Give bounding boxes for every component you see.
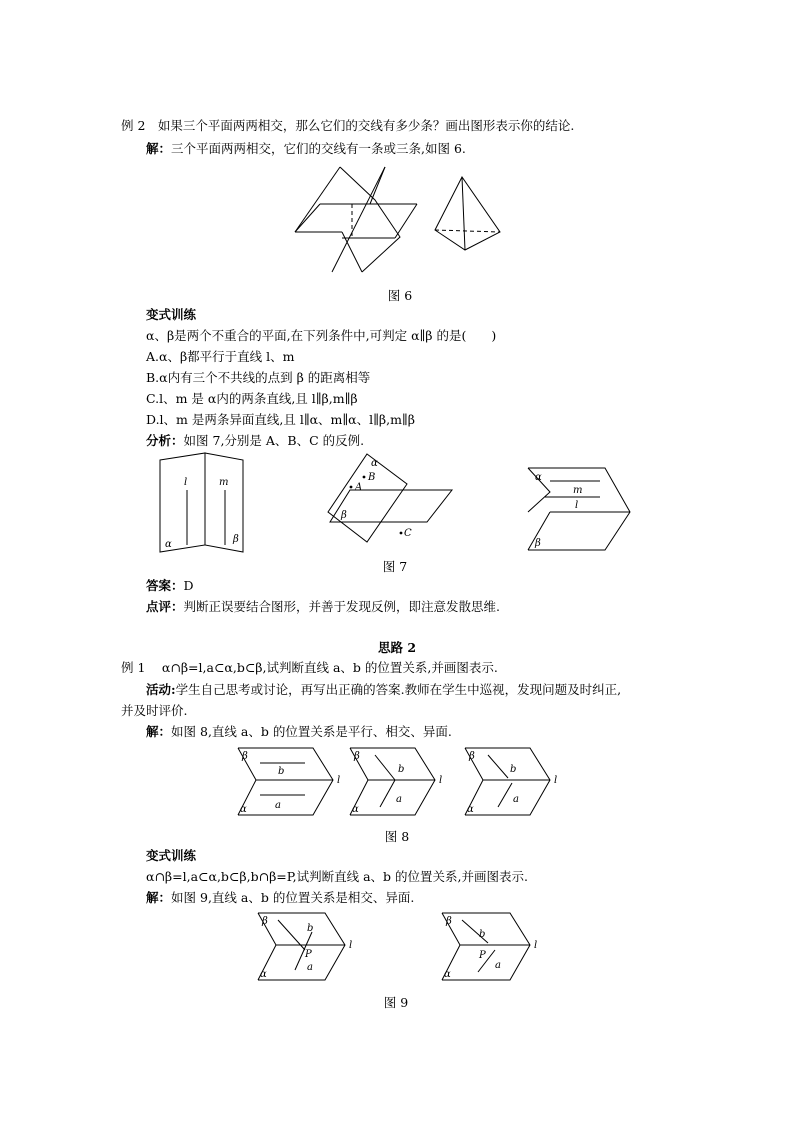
variant-2-solution: [146, 890, 414, 906]
label-alpha-2: α: [371, 458, 378, 469]
comment-label: 点评：: [146, 599, 184, 614]
label-b: b: [278, 766, 285, 777]
solution-text: 如图 9,直线 a、b 的位置关系是相交、异面.: [171, 890, 415, 905]
solution-label: 解：: [146, 141, 172, 156]
figure-7-caption: 图 7: [382, 559, 408, 574]
label-l-3: l: [575, 500, 579, 511]
figure-9-caption: 图 9: [383, 995, 409, 1010]
point-c: [400, 532, 403, 535]
pyramid-hidden-edge: [435, 230, 500, 232]
chevron-plane: [442, 913, 530, 980]
activity-continued: 并及时评价.: [121, 703, 188, 718]
line-b: [488, 755, 508, 778]
label-point-a: A: [355, 482, 363, 493]
chevron-plane: [465, 748, 550, 815]
label-alpha: α: [165, 539, 172, 550]
label-b: b: [479, 929, 486, 940]
variant-heading-2: 变式训练: [146, 848, 197, 863]
label-beta: β: [354, 751, 360, 762]
label-beta: β: [469, 751, 475, 762]
variant-1-stem: α、β是两个不重合的平面,在下列条件中,可判定 α∥β 的是( ): [146, 328, 497, 343]
analysis-text: 如图 7,分别是 A、B、C 的反例.: [183, 433, 365, 448]
plane-1-edge: [340, 167, 400, 272]
plane-alpha-2: [328, 454, 407, 542]
variant-2-stem: α∩β=l,a⊂α,b⊂β,b∩β=P,试判断直线 a、b 的位置关系,并画图表示.: [146, 869, 528, 884]
label-b: b: [307, 923, 314, 934]
solution-label: 解：: [146, 724, 172, 739]
label-alpha: α: [260, 969, 267, 980]
label-beta: β: [446, 916, 452, 927]
plane-2-edge: [332, 167, 385, 272]
figure-6: [290, 162, 510, 277]
label-l: l: [337, 775, 341, 786]
line-b: [375, 755, 395, 780]
label-a: a: [307, 962, 313, 973]
plane-2-edge: [370, 167, 385, 204]
point-a: [350, 486, 353, 489]
comment-text: 判断正误要结合图形，并善于发现反例，即注意发散思维.: [183, 599, 500, 614]
label-beta-3: β: [535, 538, 541, 549]
label-point-c: C: [404, 528, 412, 539]
label-b: b: [398, 764, 405, 775]
example-2-solution: [146, 141, 466, 157]
pyramid-edge: [462, 177, 465, 250]
option-a: A.α、β都平行于直线 l、m: [146, 349, 295, 364]
label-beta: β: [242, 751, 248, 762]
answer-text: D: [183, 578, 194, 593]
section-heading: 思路 2: [377, 640, 417, 655]
option-c: C.l、m 是 α内的两条直线,且 l∥β,m∥β: [146, 391, 358, 406]
figure-8: [230, 745, 570, 820]
answer: [146, 578, 194, 594]
label-alpha: α: [352, 804, 359, 815]
variant-heading-1: 变式训练: [146, 307, 197, 322]
label-l: l: [554, 775, 558, 786]
example-1-question: 例 1 α∩β=l,a⊂α,b⊂β,试判断直线 a、b 的位置关系,并画图表示.: [121, 660, 498, 675]
activity-text: 学生自己思考或讨论，再写出正确的答案.教师在学生中巡视，发现问题及时纠正,: [175, 682, 622, 697]
solution-text: 三个平面两两相交，它们的交线有一条或三条,如图 6.: [171, 141, 466, 156]
label-point-b: B: [368, 472, 376, 483]
solution-label: 解：: [146, 890, 172, 905]
point-b: [363, 476, 366, 479]
solution-text: 如图 8,直线 a、b 的位置关系是平行、相交、异面.: [171, 724, 452, 739]
label-m: m: [219, 477, 229, 488]
label-b: b: [510, 764, 517, 775]
label-l: l: [534, 940, 538, 951]
line-a: [380, 780, 395, 807]
answer-label: 答案：: [146, 578, 184, 593]
label-beta-2: β: [341, 510, 347, 521]
figure-9: [250, 910, 550, 985]
example-1-solution: [146, 724, 452, 740]
line-a: [498, 783, 512, 807]
activity-label: 活动:: [146, 682, 176, 697]
label-m-3: m: [573, 485, 583, 496]
label-alpha: α: [240, 804, 247, 815]
plane-3-edge: [395, 204, 417, 238]
label-beta: β: [262, 916, 268, 927]
chevron-plane: [350, 748, 435, 815]
plane-3-edge: [295, 204, 320, 232]
label-a: a: [396, 794, 402, 805]
label-a: a: [513, 794, 519, 805]
analysis-label: 分析：: [146, 433, 184, 448]
figure-7: [155, 450, 645, 560]
label-l: l: [349, 940, 353, 951]
plane-chevron: [528, 468, 630, 550]
label-beta: β: [233, 534, 239, 545]
label-alpha-3: α: [535, 472, 542, 483]
comment: [146, 599, 500, 615]
analysis: [146, 433, 364, 449]
label-a: a: [495, 960, 501, 971]
label-alpha: α: [467, 804, 474, 815]
pyramid-outline: [435, 177, 500, 250]
plane-beta-2: [330, 490, 452, 522]
option-d: D.l、m 是两条异面直线,且 l∥α、m∥α、l∥β,m∥β: [146, 412, 415, 427]
example-2-question: 例 2 如果三个平面两两相交，那么它们的交线有多少条？画出图形表示你的结论.: [121, 118, 575, 133]
label-l: l: [439, 775, 443, 786]
label-alpha: α: [444, 969, 451, 980]
label-p: P: [305, 949, 312, 960]
figure-6-caption: 图 6: [387, 288, 413, 303]
label-p: P: [479, 950, 486, 961]
chevron-plane: [238, 748, 333, 815]
plane-alpha: [160, 453, 205, 552]
plane-1-edge: [295, 167, 340, 232]
option-b: B.α内有三个不共线的点到 β 的距离相等: [146, 370, 371, 385]
activity: [146, 682, 621, 698]
label-l: l: [184, 477, 188, 488]
label-a: a: [275, 800, 281, 811]
figure-8-caption: 图 8: [384, 829, 410, 844]
